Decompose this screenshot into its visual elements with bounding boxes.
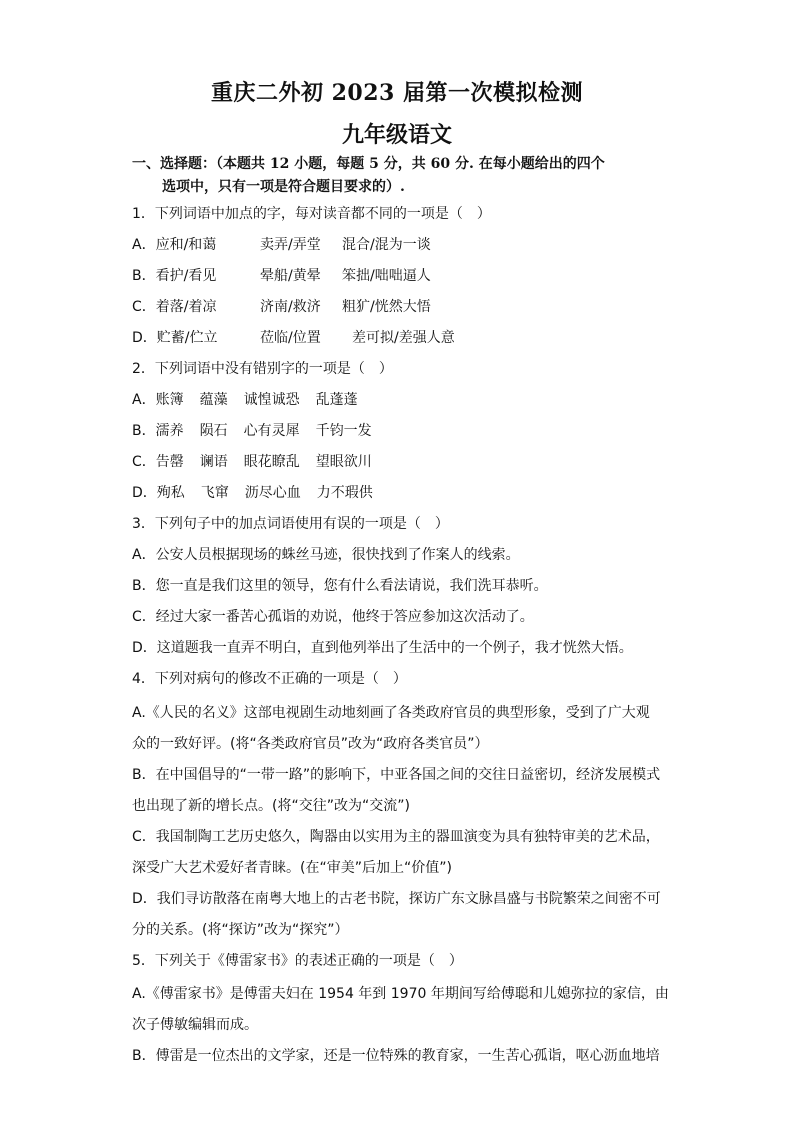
q3-option-c: C．经过大家一番苦心孤诣的劝说，他终于答应参加这次活动了。 bbox=[132, 609, 534, 625]
q2-a-2: 蕴藻 bbox=[199, 392, 228, 408]
q1-b-3: 笨拙/咄咄逼人 bbox=[342, 268, 431, 284]
q1-option-a bbox=[132, 234, 431, 254]
q4-option-a-line1: A.《人民的名义》这部电视剧生动地刻画了各类政府官员的典型形象，受到了广大观 bbox=[132, 705, 650, 721]
q3-option-b: B．您一直是我们这里的领导，您有什么看法请说，我们洗耳恭听。 bbox=[132, 578, 548, 594]
q2-c-4: 望眼欲川 bbox=[315, 454, 372, 470]
q2-option-a bbox=[132, 389, 358, 409]
q5-option-b-line1: B．傅雷是一位杰出的文学家，还是一位特殊的教育家，一生苦心孤诣，呕心沥血地培 bbox=[132, 1048, 660, 1064]
q1-option-c bbox=[132, 296, 431, 316]
q2-a-4: 乱蓬蓬 bbox=[315, 392, 358, 408]
section-heading-line1: 一、选择题：（本题共 12 小题，每题 5 分，共 60 分. 在每小题给出的四个 bbox=[132, 156, 605, 172]
q2-c-3: 眼花瞭乱 bbox=[243, 454, 300, 470]
q4-option-c-line2: 深受广大艺术爱好者青睐。(在“审美”后加上“价值”) bbox=[132, 860, 452, 876]
q4-option-c-line1: C．我国制陶工艺历史悠久，陶器由以实用为主的器皿演变为具有独特审美的艺术品， bbox=[132, 829, 660, 845]
q2-c-2: 谰语 bbox=[199, 454, 228, 470]
q4-option-b-line2: 也出现了新的增长点。(将“交往”改为“交流”) bbox=[132, 798, 410, 814]
q1-d-1: D．贮蓄/伫立 bbox=[132, 330, 218, 346]
q3-option-a: A．公安人员根据现场的蛛丝马迹，很快找到了作案人的线索。 bbox=[132, 547, 520, 563]
q2-option-d bbox=[132, 482, 373, 502]
q2-a-1: A．账簿 bbox=[132, 392, 184, 408]
q2-a-3: 诚惶诚恐 bbox=[243, 392, 300, 408]
section-heading-line2: 选项中，只有一项是符合题目要求的）. bbox=[162, 179, 405, 195]
q4-option-a-line2: 众的一致好评。(将“各类政府官员”改为“政府各类官员”） bbox=[132, 736, 489, 752]
q2-d-3: 沥尽心血 bbox=[244, 485, 301, 501]
q5-stem: 5．下列关于《傅雷家书》的表述正确的一项是（ ） bbox=[132, 953, 463, 969]
exam-subject: 九年级语文 bbox=[341, 122, 452, 148]
q2-stem: 2．下列词语中没有错别字的一项是（ ） bbox=[132, 361, 393, 377]
q1-stem: 1．下列词语中加点的字，每对读音都不同的一项是（ ） bbox=[132, 206, 491, 222]
q4-option-d-line1: D．我们寻访散落在南粤大地上的古老书院，探访广东文脉昌盛与书院繁荣之间密不可 bbox=[132, 891, 661, 907]
q4-stem: 4．下列对病句的修改不正确的一项是（ ） bbox=[132, 671, 407, 687]
section-heading bbox=[132, 153, 672, 199]
q1-c-1: C．着落/着凉 bbox=[132, 299, 217, 315]
q1-option-d bbox=[132, 327, 455, 347]
exam-title: 重庆二外初 2023 届第一次模拟检测 bbox=[210, 80, 584, 106]
q1-b-1: B．看护/看见 bbox=[132, 268, 217, 284]
q1-c-2: 济南/救济 bbox=[260, 299, 321, 315]
q2-b-3: 心有灵犀 bbox=[243, 423, 300, 439]
q4-option-d-line2: 分的关系。(将“探访”改为“探究”） bbox=[132, 922, 349, 938]
q2-d-1: D．殉私 bbox=[132, 485, 185, 501]
q3-stem: 3．下列句子中的加点词语使用有误的一项是（ ） bbox=[132, 516, 449, 532]
q1-d-2: 莅临/位置 bbox=[260, 330, 321, 346]
q2-b-4: 千钧一发 bbox=[315, 423, 372, 439]
q2-option-b bbox=[132, 420, 372, 440]
q1-d-3: 差可拟/差强人意 bbox=[352, 330, 455, 346]
q1-option-b bbox=[132, 265, 431, 285]
q1-a-1: A．应和/和蔼 bbox=[132, 237, 217, 253]
q1-b-2: 晕船/黄晕 bbox=[260, 268, 321, 284]
q5-option-a-line2: 次子傅敏编辑而成。 bbox=[132, 1017, 258, 1033]
q2-b-2: 陨石 bbox=[199, 423, 228, 439]
q1-a-2: 卖弄/弄堂 bbox=[260, 237, 321, 253]
q5-option-a-line1: A.《傅雷家书》是傅雷夫妇在 1954 年到 1970 年期间写给傅聪和儿媳弥拉的家信，由 bbox=[132, 986, 669, 1002]
q2-b-1: B．濡养 bbox=[132, 423, 184, 439]
q2-d-4: 力不瑕供 bbox=[316, 485, 373, 501]
q1-c-3: 粗犷/恍然大悟 bbox=[342, 299, 431, 315]
q4-option-b-line1: B．在中国倡导的“一带一路”的影响下，中亚各国之间的交往日益密切，经济发展模式 bbox=[132, 767, 661, 783]
q2-d-2: 飞窜 bbox=[200, 485, 229, 501]
q3-option-d: D．这道题我一直弄不明白，直到他列举出了生活中的一个例子，我才恍然大悟。 bbox=[132, 640, 633, 656]
q1-a-3: 混合/混为一谈 bbox=[342, 237, 431, 253]
q2-c-1: C．告罄 bbox=[132, 454, 184, 470]
q2-option-c bbox=[132, 451, 372, 471]
